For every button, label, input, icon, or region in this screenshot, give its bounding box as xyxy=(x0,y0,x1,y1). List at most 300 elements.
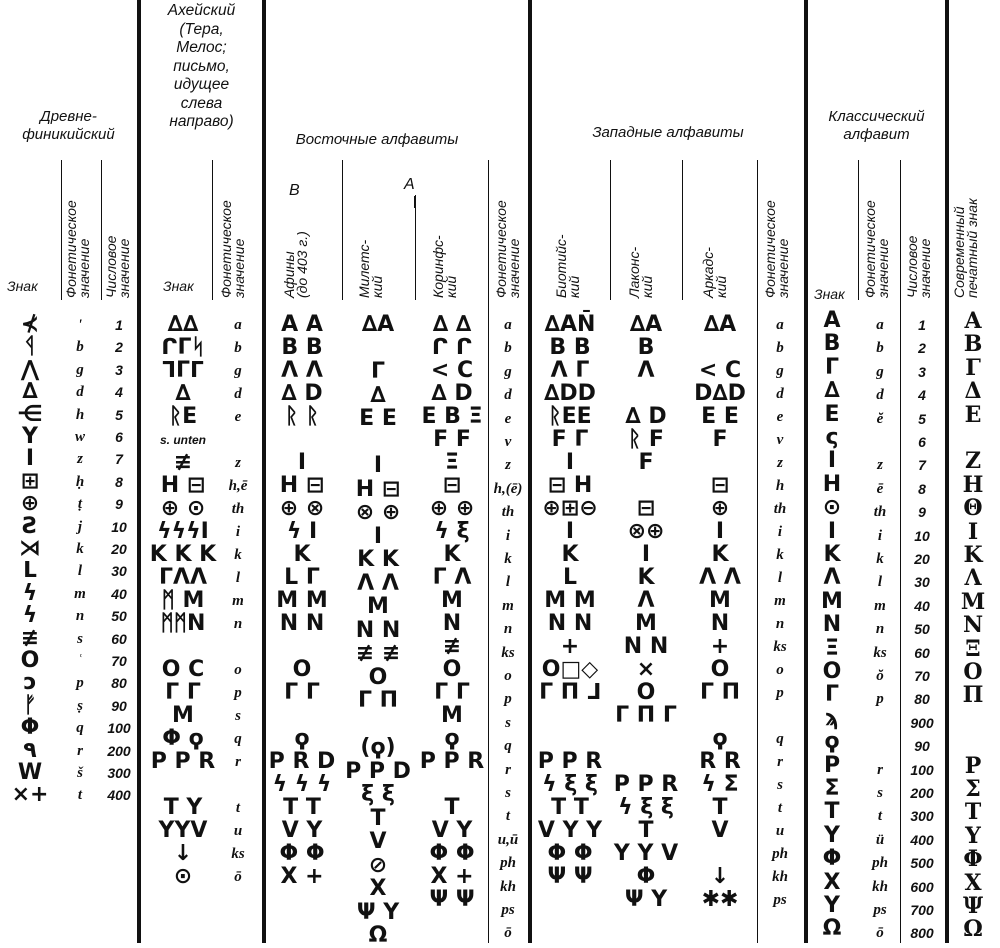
boeotian-sign: O□◇ xyxy=(541,657,599,682)
miletus-sign: X xyxy=(369,876,387,901)
classical-sign: P xyxy=(823,752,841,778)
western-phonetic: q xyxy=(776,731,784,747)
classical-phonetic: z xyxy=(877,457,883,474)
modern-sign: Σ xyxy=(965,776,981,802)
phoenician-sign: O xyxy=(20,648,40,673)
phoenician-numeric: 40 xyxy=(111,585,127,602)
header-achaean: Ахейский (Тера, Мелос; письмо, идущее слева направо) xyxy=(167,2,236,130)
divider xyxy=(858,160,859,300)
classical-sign: Y xyxy=(824,893,840,918)
phoenician-phonetic: š xyxy=(77,765,83,781)
boeotian-sign: F Γ xyxy=(551,427,589,452)
phoenician-sign: ↄ xyxy=(23,670,37,696)
achaean-phonetic: s xyxy=(235,708,241,724)
classical-numeric: 800 xyxy=(910,925,934,942)
phoenician-sign: I xyxy=(25,446,35,472)
corinth-sign: < C xyxy=(430,358,474,383)
achaean-phonetic: e xyxy=(234,409,242,425)
classical-sign: ∆ xyxy=(824,378,840,404)
western-phonetic: n xyxy=(775,616,785,632)
boeotian-sign: I xyxy=(565,450,575,475)
eastern-phonetic: v xyxy=(504,434,512,450)
athens-sign: A A xyxy=(281,312,323,337)
classical-sign: Φ xyxy=(822,846,842,872)
athens-sign: H ⊟ xyxy=(279,473,325,498)
corinth-sign: ϟ ξ xyxy=(434,519,470,544)
phoenician-phonetic: m xyxy=(74,585,86,602)
modern-sign: T xyxy=(964,799,982,826)
classical-numeric: 10 xyxy=(914,527,930,544)
laconian-sign: O xyxy=(636,680,656,705)
phoenician-phonetic: h xyxy=(75,406,85,423)
classical-numeric: 40 xyxy=(914,597,930,614)
eastern-phonetic: ks xyxy=(501,644,515,661)
miletus-sign: Γ xyxy=(370,359,386,384)
corinth-sign: ϙ xyxy=(444,726,460,751)
athens-sign: Φ Φ xyxy=(279,841,325,866)
modern-sign: Y xyxy=(965,822,981,849)
classical-phonetic: ps xyxy=(873,902,887,918)
classical-phonetic: ks xyxy=(873,644,887,661)
classical-phonetic: k xyxy=(876,551,884,567)
classical-numeric: 30 xyxy=(914,574,930,591)
corinth-sign: E B Ξ xyxy=(421,404,483,429)
eastern-phonetic: o xyxy=(504,668,512,684)
boeotian-sign: ∆AN̄ xyxy=(544,312,596,337)
classical-numeric: 2 xyxy=(918,340,926,357)
znak-label: Знак xyxy=(163,278,194,294)
classical-phonetic: d xyxy=(876,387,884,404)
phoenician-sign: ᚠ xyxy=(23,692,37,718)
athens-sign: V Y xyxy=(281,818,323,843)
eastern-phonetic: kh xyxy=(500,878,516,895)
achaean-sign: M xyxy=(172,703,194,728)
divider xyxy=(488,160,489,943)
arcadian-sign: E E xyxy=(701,404,739,429)
laconian-sign: K xyxy=(637,565,655,590)
achaean-phonetic: p xyxy=(234,685,242,701)
classical-numeric: 1 xyxy=(918,317,926,333)
eastern-phonetic: s xyxy=(505,785,511,801)
divider xyxy=(757,160,758,943)
athens-sign: ϙ xyxy=(294,726,310,751)
phoenician-numeric: 6 xyxy=(115,429,123,445)
classical-numeric: 60 xyxy=(914,644,930,661)
laconian-sign: ᚱ F xyxy=(628,427,664,452)
corinth-sign: O xyxy=(442,657,462,682)
phoenician-sign: Y xyxy=(22,424,38,449)
phoenician-phonetic: j xyxy=(77,518,83,535)
classical-numeric: 6 xyxy=(918,434,926,450)
western-phonetic: r xyxy=(777,754,783,770)
corinth-sign: Ξ xyxy=(445,450,459,475)
western-phonetic: l xyxy=(777,570,783,586)
phoenician-sign: ϟ xyxy=(22,603,38,629)
achaean-sign: Φ ϙ xyxy=(162,726,204,751)
western-phonetic: a xyxy=(776,317,784,333)
phoenician-numeric: 80 xyxy=(111,675,127,692)
phoenician-sign: ⊀ xyxy=(20,312,40,337)
achaean-sign: ⊕ ⊙ xyxy=(160,496,206,521)
divider-classical xyxy=(945,0,949,943)
athens-sign: T T xyxy=(283,795,321,820)
achaean-sign: ∆ xyxy=(175,381,191,406)
miletus-sign: (ϙ) xyxy=(360,735,396,760)
arcadian-sign: N xyxy=(710,611,730,636)
corinth-sign: ⊕ ⊕ xyxy=(429,496,475,521)
boeotian-sign: B B xyxy=(549,335,591,360)
miletus-sign: Λ Λ xyxy=(357,570,399,596)
phoenician-phonetic: g xyxy=(76,361,84,378)
miletus-sign: ξ ξ xyxy=(361,782,395,807)
classical-phonetic: kh xyxy=(872,878,888,895)
laconian-sign: I xyxy=(641,542,651,567)
arcadian-sign: ϟ Σ xyxy=(701,772,739,797)
achaean-sign: ≢ xyxy=(173,450,193,475)
athens-sign: ϟ ϟ ϟ xyxy=(272,772,332,797)
boeotian-sign: K xyxy=(561,542,579,567)
arcadian-sign: V xyxy=(711,818,729,843)
achaean-sign: K K K xyxy=(149,542,217,567)
arcadian-sign: M xyxy=(709,588,731,613)
phoenician-numeric: 2 xyxy=(115,339,123,356)
eastern-phonetic: d xyxy=(504,387,512,404)
classical-phonetic: b xyxy=(876,340,884,357)
phoenician-numeric: 8 xyxy=(115,473,123,490)
classical-sign: M xyxy=(821,588,843,614)
achaean-phonetic: i xyxy=(235,524,241,540)
phoenician-numeric: 3 xyxy=(115,361,123,378)
achaean-phonetic: u xyxy=(233,823,243,839)
laconian-sign: ∆ D xyxy=(625,404,667,429)
arcadian-sign: Λ Λ xyxy=(699,565,741,590)
athens-sign: ⊕ ⊗ xyxy=(279,496,325,521)
laconian-label: Лаконс- кий xyxy=(626,246,655,298)
miletus-sign: Ω xyxy=(368,923,388,948)
athens-sign: X + xyxy=(280,864,324,889)
achaean-sign: ᛗᛗN xyxy=(160,611,206,636)
western-phonetic: t xyxy=(777,800,783,816)
phoenician-sign: ⋀ xyxy=(20,356,40,382)
znak-label: Знак xyxy=(814,286,845,302)
corinth-sign: Ψ Ψ xyxy=(429,887,475,912)
classical-phonetic: m xyxy=(874,597,886,614)
classical-sign: I xyxy=(827,448,837,474)
phonetic-label: Фонетическое значение xyxy=(218,200,247,298)
laconian-sign: Φ xyxy=(636,864,656,889)
miletus-sign: P P D xyxy=(345,758,411,784)
arcadian-label: Аркадс- кий xyxy=(700,247,729,298)
achaean-phonetic: q xyxy=(234,731,242,747)
classical-phonetic: n xyxy=(875,621,885,638)
western-phonetic: ks xyxy=(773,639,787,655)
corinth-sign: V Y xyxy=(431,818,473,843)
corinth-sign: T xyxy=(444,795,460,820)
modern-sign: Λ xyxy=(964,565,982,592)
classical-sign: I xyxy=(827,518,837,544)
western-phonetic: h xyxy=(775,478,785,494)
phonetic-label: Фонетическое значение xyxy=(63,200,92,298)
phoenician-numeric: 70 xyxy=(111,653,127,669)
miletus-sign: ⊗ ⊕ xyxy=(355,500,401,525)
classical-phonetic: g xyxy=(876,363,884,380)
marker-a: A xyxy=(404,176,415,193)
eastern-phonetic: ph xyxy=(500,855,516,872)
arcadian-sign: + xyxy=(710,634,730,659)
achaean-sign: T Y xyxy=(163,795,203,820)
athens-sign: K xyxy=(293,542,311,567)
miletus-sign: E E xyxy=(359,406,397,431)
classical-phonetic: ĕ xyxy=(876,410,884,427)
eastern-phonetic: m xyxy=(502,597,514,614)
achaean-phonetic: r xyxy=(235,754,241,770)
achaean-phonetic: z xyxy=(235,455,241,471)
classical-numeric: 4 xyxy=(918,387,926,404)
achaean-sign: O C xyxy=(161,657,205,682)
classical-numeric: 100 xyxy=(910,761,934,778)
western-phonetic: b xyxy=(776,340,784,356)
arcadian-sign: F xyxy=(712,427,728,452)
corinth-sign: M xyxy=(441,703,463,728)
classical-phonetic: th xyxy=(873,504,887,521)
phoenician-phonetic: z xyxy=(77,451,83,468)
corinth-sign: N xyxy=(442,611,462,636)
miletus-sign: ≢ ≢ xyxy=(355,641,401,666)
modern-label: Современный печатный знак xyxy=(951,198,980,298)
phoenician-sign: ⊕ xyxy=(20,491,40,517)
modern-sign: I xyxy=(967,518,979,545)
boeotian-sign: M M xyxy=(544,588,596,613)
laconian-sign: Γ Π Γ xyxy=(615,703,677,728)
achaean-phonetic: th xyxy=(231,501,245,517)
phoenician-numeric: 90 xyxy=(111,697,127,714)
eastern-phonetic: z xyxy=(505,457,511,474)
laconian-sign: Ψ Y xyxy=(624,887,668,912)
marker-a-stroke xyxy=(414,196,415,208)
modern-sign: Z xyxy=(964,448,982,475)
phoenician-sign: ⋊ xyxy=(19,536,41,561)
phoenician-phonetic: s xyxy=(77,630,83,647)
corinth-sign: P P R xyxy=(419,749,485,774)
phoenician-numeric: 1 xyxy=(115,317,123,333)
athens-sign: M M xyxy=(276,588,328,613)
achaean-phonetic: n xyxy=(233,616,243,632)
miletus-sign: Ψ Y xyxy=(356,899,400,925)
header-classical: Классический алфавит xyxy=(828,108,925,143)
boeotian-sign: Γ Π ⅃ xyxy=(539,680,601,705)
eastern-phonetic: t xyxy=(505,808,511,825)
boeotian-sign: Λ Γ xyxy=(550,358,590,383)
achaean-phonetic: d xyxy=(234,386,242,402)
miletus-sign: I xyxy=(373,523,383,549)
achaean-sign: ᒣΓᒥ xyxy=(162,358,204,383)
classical-sign: E xyxy=(824,401,840,427)
phoenician-sign: ⋲ xyxy=(17,401,43,427)
boeotian-sign: Φ Φ xyxy=(547,841,593,866)
classical-numeric: 200 xyxy=(910,785,934,801)
laconian-sign: Y Y V xyxy=(613,841,679,866)
modern-sign: Φ xyxy=(963,846,983,873)
corinth-sign: Γ Γ xyxy=(434,680,470,705)
classical-sign: K xyxy=(823,542,841,567)
classical-sign: Γ xyxy=(824,354,840,380)
classical-sign: ς xyxy=(825,425,839,450)
laconian-sign: B xyxy=(637,335,655,360)
modern-sign: X xyxy=(964,869,982,896)
classical-phonetic: r xyxy=(877,761,883,778)
modern-sign: K xyxy=(963,542,983,568)
classical-phonetic: ph xyxy=(872,855,888,872)
modern-sign: Ω xyxy=(963,916,983,943)
athens-label: Афины (до 403 г.) xyxy=(281,231,310,298)
phoenician-sign: ∆ xyxy=(22,379,38,405)
classical-sign: H xyxy=(822,471,842,497)
achaean-sign: ↓ xyxy=(173,841,193,866)
phoenician-phonetic: ' xyxy=(77,317,83,333)
header-eastern: Восточные алфавиты xyxy=(295,131,459,148)
modern-sign: H xyxy=(962,471,984,498)
western-phonetic: e xyxy=(776,409,784,425)
eastern-phonetic: s xyxy=(505,714,511,731)
laconian-sign: T xyxy=(638,818,654,843)
modern-sign: B xyxy=(963,331,983,358)
classical-sign: ϙ xyxy=(824,729,840,755)
phoenician-phonetic: w xyxy=(74,429,86,445)
classical-numeric: 700 xyxy=(910,902,934,918)
corinth-sign: ᒋ ᒋ xyxy=(431,335,473,360)
phoenician-numeric: 100 xyxy=(107,720,131,737)
classical-sign: Γ xyxy=(824,682,840,708)
achaean-phonetic: g xyxy=(234,363,242,379)
modern-sign: E xyxy=(964,401,982,428)
phoenician-sign: ᛩ xyxy=(23,334,37,360)
classical-sign: Y xyxy=(824,822,840,848)
western-phonetic: th xyxy=(773,501,787,517)
phoenician-phonetic: n xyxy=(75,608,85,625)
classical-phonetic: ē xyxy=(876,480,884,497)
western-phonetic: i xyxy=(777,524,783,540)
divider xyxy=(682,160,683,300)
eastern-phonetic: i xyxy=(505,527,511,544)
arcadian-sign: O xyxy=(710,657,730,682)
western-phonetic: s xyxy=(777,777,783,793)
laconian-sign: P P R xyxy=(613,772,679,797)
phoenician-phonetic: d xyxy=(76,384,84,401)
western-phonetic: m xyxy=(774,593,786,609)
achaean-sign: s. unten xyxy=(159,433,207,447)
western-phonetic: ps xyxy=(773,892,787,908)
boeotian-sign: T T xyxy=(551,795,589,820)
achaean-phonetic: m xyxy=(232,593,244,609)
header-phoenician: Древне- финикийский xyxy=(22,108,115,143)
classical-numeric: 7 xyxy=(918,457,926,474)
boeotian-sign: ⊕⊞⊖ xyxy=(542,496,598,521)
classical-numeric: 300 xyxy=(910,808,934,825)
phoenician-phonetic: ḥ xyxy=(75,473,85,490)
arcadian-sign: ↓ xyxy=(710,864,730,889)
classical-phonetic: a xyxy=(876,317,884,333)
classical-phonetic: i xyxy=(877,527,883,544)
athens-sign: Λ Λ xyxy=(281,358,323,383)
miletus-sign: V xyxy=(369,829,387,854)
athens-sign: Γ Γ xyxy=(284,680,320,705)
achaean-sign: ϟϟϟI xyxy=(157,519,209,544)
modern-sign: N xyxy=(962,612,984,639)
western-phonetic: z xyxy=(777,455,783,471)
miletus-sign: I xyxy=(373,453,383,478)
phonetic-label: Фонетическое значение xyxy=(862,200,891,298)
phoenician-numeric: 300 xyxy=(107,765,131,781)
boeotian-sign: ϟ ξ ξ xyxy=(542,772,598,797)
corinth-sign: ≢ xyxy=(442,634,462,659)
arcadian-sign: ⊕ xyxy=(710,496,730,521)
phoenician-numeric: 20 xyxy=(111,541,127,557)
classical-sign: Ω xyxy=(822,916,842,942)
arcadian-sign: D∆D xyxy=(694,381,746,406)
phoenician-numeric: 200 xyxy=(107,742,131,759)
miletus-sign: ⊘ xyxy=(368,852,388,878)
laconian-sign: × xyxy=(636,657,656,682)
phoenician-phonetic: ṭ xyxy=(77,496,83,513)
boeotian-sign: ᚱEE xyxy=(548,404,592,429)
achaean-phonetic: k xyxy=(234,547,242,563)
classical-numeric: 80 xyxy=(914,691,930,708)
miletus-sign: T xyxy=(370,805,386,831)
modern-sign: Γ xyxy=(965,354,981,381)
eastern-phonetic: p xyxy=(504,691,512,708)
laconian-sign: ϟ ξ ξ xyxy=(618,795,674,820)
classical-phonetic: t xyxy=(877,808,883,825)
phoenician-numeric: 4 xyxy=(115,384,123,401)
classical-phonetic: ō xyxy=(876,925,884,942)
phoenician-sign: ≢ xyxy=(20,625,40,651)
phoenician-phonetic: q xyxy=(76,720,84,737)
athens-sign: N N xyxy=(279,611,325,636)
classical-numeric: 900 xyxy=(910,714,934,731)
athens-sign: P R D xyxy=(268,749,336,774)
classical-sign: O xyxy=(822,659,842,684)
modern-sign: A xyxy=(964,308,982,334)
znak-label: Знак xyxy=(7,278,38,294)
laconian-sign: ∆A xyxy=(629,312,663,337)
classical-sign: ϡ xyxy=(825,705,839,731)
corinth-sign: ∆ D xyxy=(431,381,473,406)
arcadian-sign: < C xyxy=(698,358,742,383)
modern-sign: O xyxy=(963,659,983,685)
laconian-sign: F xyxy=(638,450,654,475)
arcadian-sign: ϙ xyxy=(712,726,728,751)
classical-numeric: 20 xyxy=(914,551,930,567)
classical-numeric: 400 xyxy=(910,831,934,848)
laconian-sign: ⊗⊕ xyxy=(627,519,665,544)
achaean-sign: P P R xyxy=(150,749,216,774)
phoenician-sign: ϟ xyxy=(22,580,38,606)
eastern-phonetic: l xyxy=(505,574,511,591)
athens-sign: O xyxy=(292,657,312,682)
classical-numeric: 500 xyxy=(910,855,934,872)
arcadian-sign: I xyxy=(715,519,725,544)
eastern-phonetic: ō xyxy=(504,925,512,942)
phoenician-sign: Φ xyxy=(20,715,40,741)
classical-sign: Σ xyxy=(824,776,840,801)
boeotian-sign: V Y Y xyxy=(537,818,603,843)
boeotian-sign: Ψ Ψ xyxy=(547,864,593,889)
phoenician-sign: ᒪ xyxy=(23,558,37,584)
classical-numeric: 70 xyxy=(914,668,930,684)
classical-numeric: 8 xyxy=(918,480,926,497)
western-phonetic: o xyxy=(776,662,784,678)
miletus-sign: N N xyxy=(355,617,401,643)
